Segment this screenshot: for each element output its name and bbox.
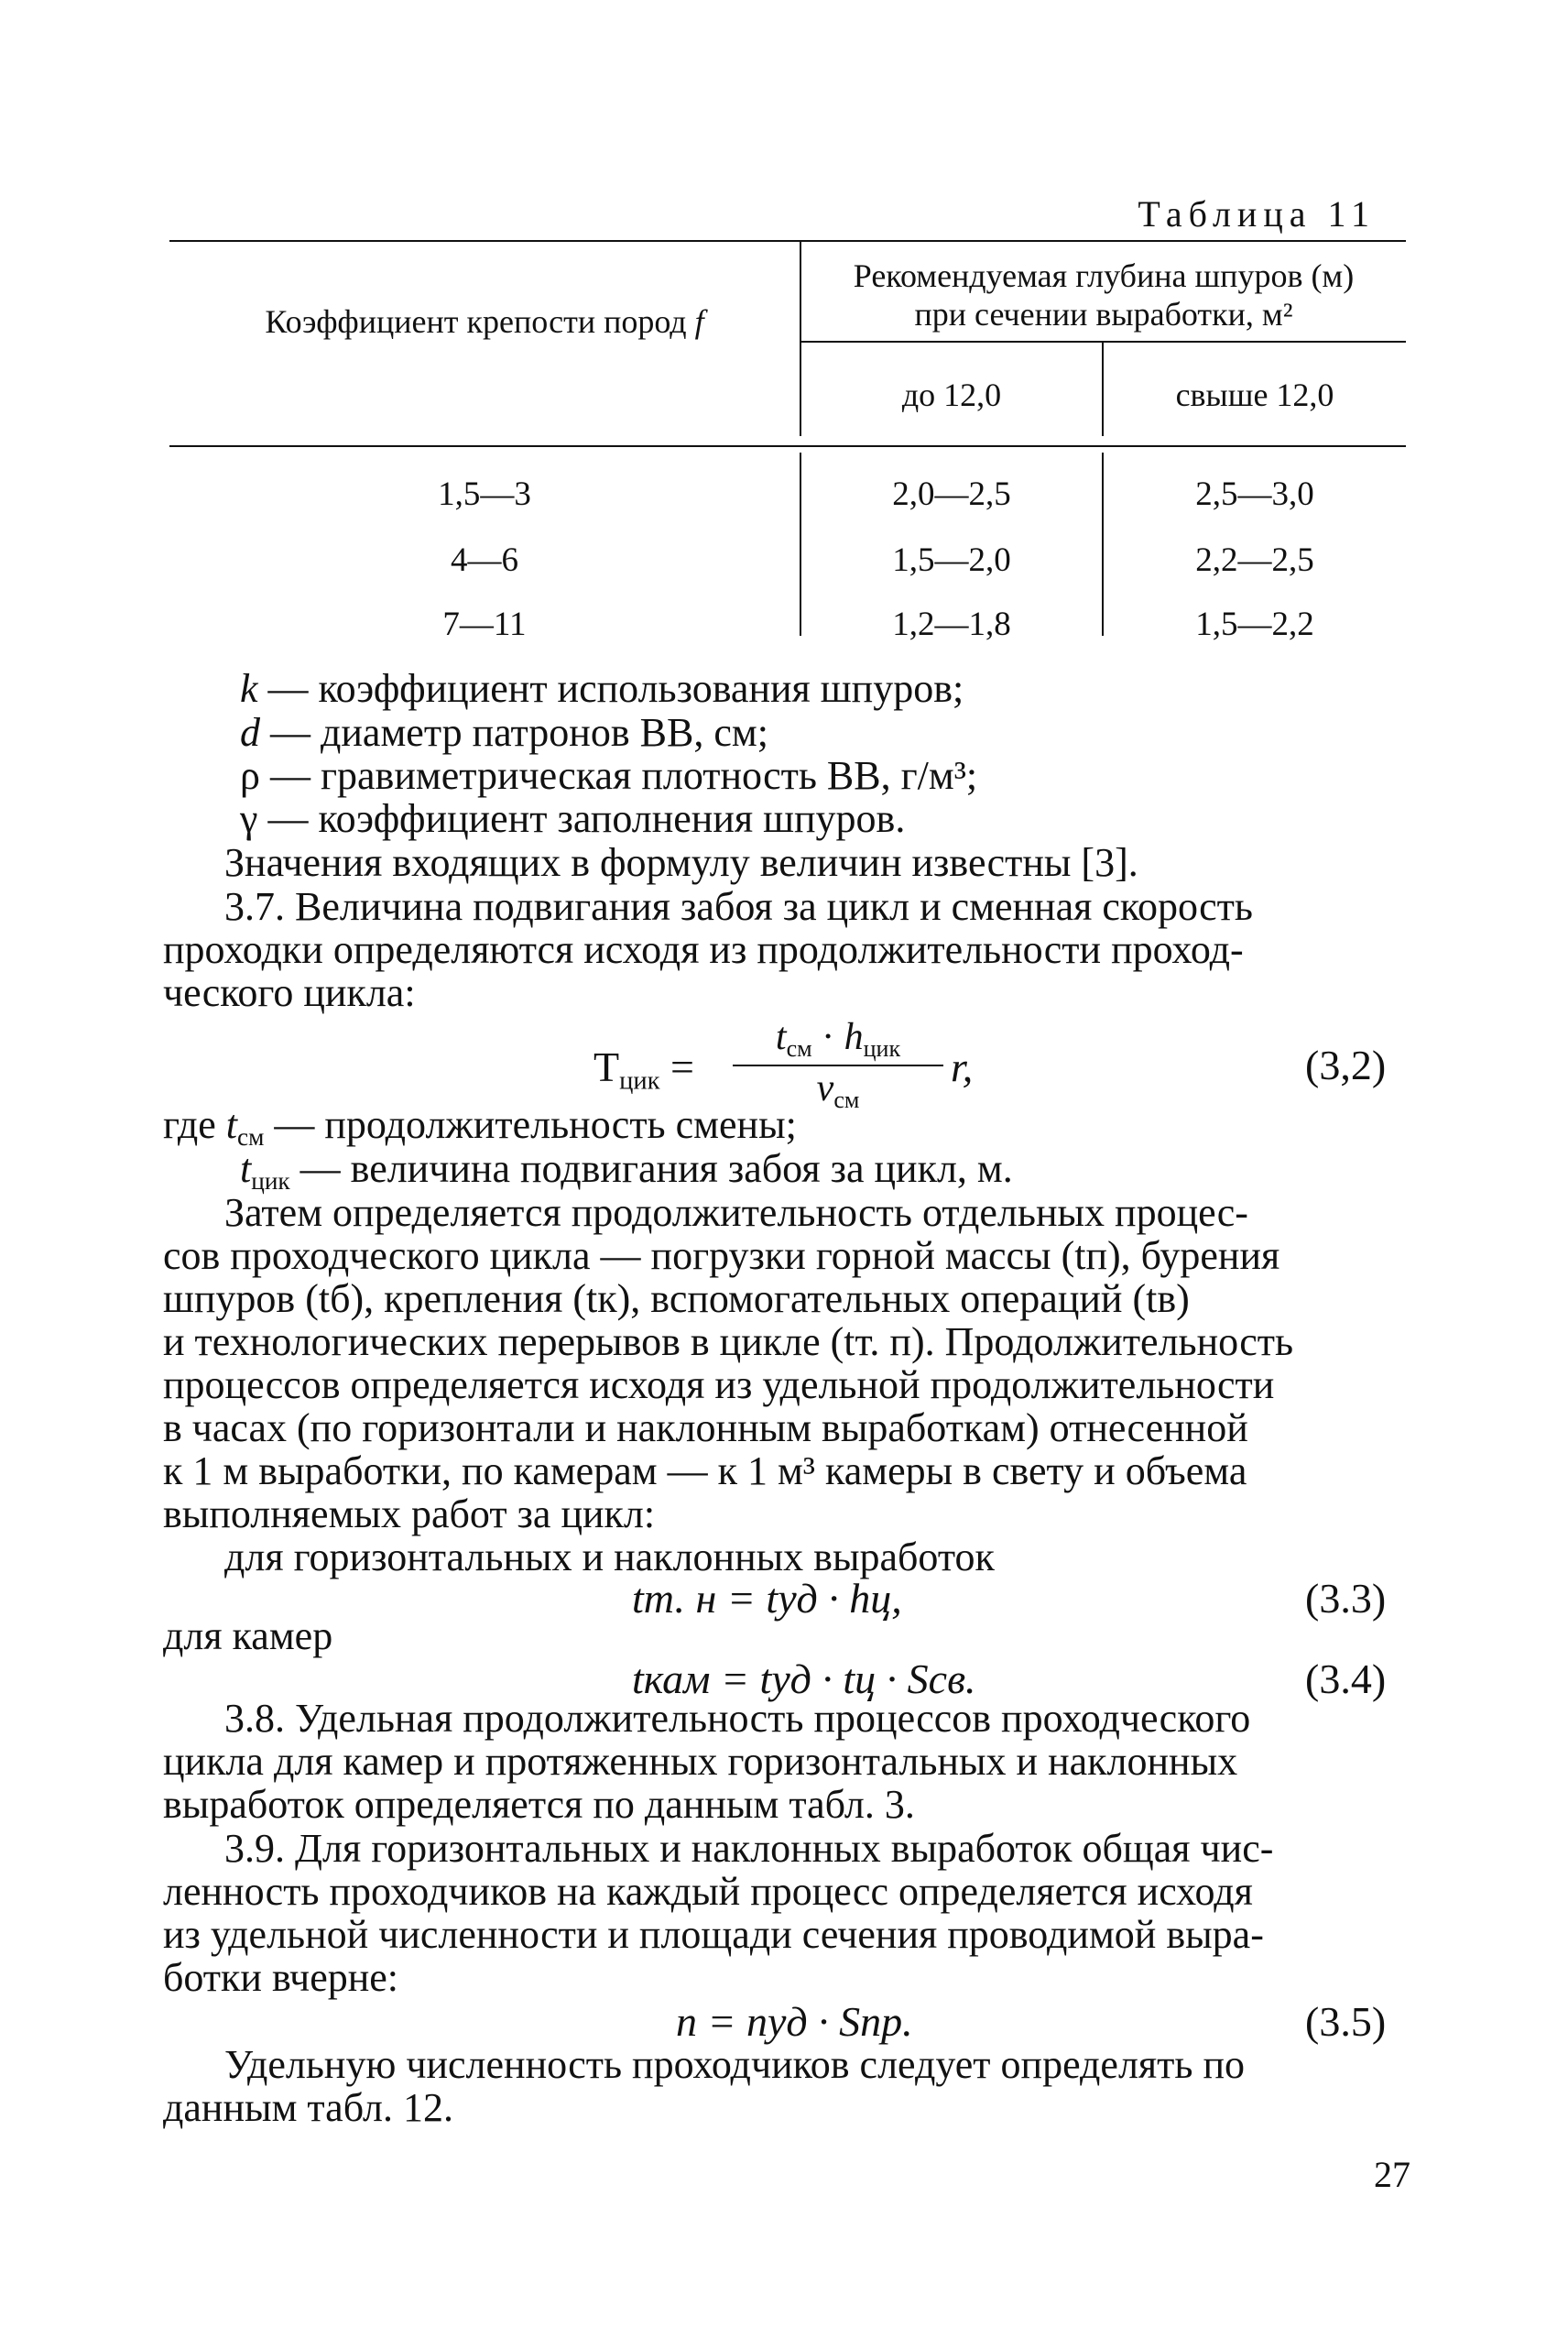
group-header-line1: Рекомендуемая глубина шпуров (м) — [853, 257, 1355, 294]
p37-line2: проходки определяются исходя из продолжительности проход- — [163, 927, 1244, 972]
row1-high: 2,5—3,0 — [1195, 475, 1314, 513]
p-next-line7: к 1 м выработки, по камерам — к 1 м³ камеры в свету и объема — [163, 1448, 1247, 1493]
legend-k: k — коэффициент использования шпуров; — [240, 666, 964, 711]
p-next-line3: шпуров (tб), крепления (tк), вспомогательных операций (tв) — [163, 1276, 1190, 1321]
col1-header-symbol: f — [694, 303, 704, 340]
p38-line2: цикла для камер и протяженных горизонтальных и наклонных — [163, 1739, 1238, 1784]
p39-line1: 3.9. Для горизонтальных и наклонных выработок общая чис- — [224, 1826, 1274, 1871]
f32-numerator: $t_{см} \cdot h_{цик}$ — [733, 1015, 943, 1066]
f34-number: (3.4) — [1305, 1655, 1387, 1702]
row2-f: 4—6 — [451, 541, 518, 579]
col1-header — [169, 302, 800, 341]
p38-line1: 3.8. Удельная продолжительность процессов проходческого — [224, 1696, 1251, 1741]
legend-d: d — диаметр патронов ВВ, см; — [240, 710, 768, 755]
row2-low: 1,5—2,0 — [892, 541, 1011, 579]
table-top-rule — [169, 240, 1406, 242]
p39-line2: ленность проходчиков на каждый процесс определяется исходя — [163, 1869, 1253, 1914]
p39-line4: ботки вчерне: — [163, 1955, 399, 2000]
f32-number: (3,2) — [1305, 1042, 1387, 1088]
row3-f: 7—11 — [442, 606, 527, 643]
p-values: Значения входящих в формулу величин известны [3]. — [224, 840, 1138, 885]
p-horiz: для горизонтальных и наклонных выработок — [224, 1535, 995, 1579]
p-next-line4: и технологических перерывов в цикле (tт. п). Продолжительность — [163, 1319, 1294, 1364]
p-next-line2: сов проходческого цикла — погрузки горной массы (tп), бурения — [163, 1233, 1280, 1278]
table-caption: Таблица 11 — [1138, 193, 1376, 235]
p-next-line8: выполняемых работ за цикл: — [163, 1491, 656, 1536]
p38-line3: выработок определяется по данным табл. 3. — [163, 1782, 915, 1827]
p37-line1: 3.7. Величина подвигания забоя за цикл и сменная скорость — [224, 884, 1253, 929]
p-last-line1: Удельную численность проходчиков следует определять по — [224, 2042, 1245, 2087]
f33-number: (3.3) — [1305, 1575, 1387, 1622]
legend-gamma: γ — коэффициент заполнения шпуров. — [240, 796, 906, 841]
f32-lhs: $Т_{цик}$ = — [593, 1043, 694, 1096]
f32-fraction — [733, 1015, 943, 1114]
f32-denominator: $v_{см}$ — [816, 1066, 860, 1113]
col1-header-text: Коэффициент крепости пород — [265, 303, 687, 340]
f33-text: tт. н = tуд · hц, — [632, 1575, 902, 1622]
f35-text: n = nуд · Sпр. — [676, 1998, 913, 2045]
table-header-rule — [169, 445, 1406, 447]
p-last-line2: данным табл. 12. — [163, 2085, 453, 2130]
table-subheader-rule — [801, 341, 1406, 343]
row1-low: 2,0—2,5 — [892, 475, 1011, 513]
p39-line3: из удельной численности и площади сечения проводимой выра- — [163, 1912, 1264, 1957]
row3-low: 1,2—1,8 — [892, 606, 1011, 643]
p-cams: для камер — [163, 1613, 333, 1658]
p-next-line1: Затем определяется продолжительность отдельных процес- — [224, 1190, 1248, 1235]
row2-high: 2,2—2,5 — [1195, 541, 1314, 579]
where-line1: где $t_{см}$ — продолжительность смены; — [163, 1102, 797, 1152]
group-header — [801, 257, 1406, 333]
f34-text: tкам = tуд · tц · Sсв. — [632, 1655, 976, 1702]
p37-line3: ческого цикла: — [163, 970, 416, 1015]
subheader-high: свыше 12,0 — [1175, 377, 1334, 413]
legend-rho: ρ — гравиметрическая плотность ВВ, г/м³; — [240, 753, 978, 798]
group-header-line2: при сечении выработки, м² — [914, 296, 1293, 333]
where-line2: $t_{цик}$ — величина подвигания забоя за цикл, м. — [240, 1146, 1013, 1196]
page-number: 27 — [1374, 2154, 1410, 2195]
f35-number: (3.5) — [1305, 1998, 1387, 2045]
subheader-low: до 12,0 — [901, 377, 1002, 413]
f32-tail: r, — [951, 1043, 974, 1090]
p-next-line6: в часах (по горизонтали и наклонным выработкам) отнесенной — [163, 1405, 1248, 1450]
table-11 — [169, 240, 1406, 657]
row3-high: 1,5—2,2 — [1195, 606, 1314, 643]
p-next-line5: процессов определяется исходя из удельной продолжительности — [163, 1362, 1275, 1407]
row1-f: 1,5—3 — [438, 475, 531, 513]
